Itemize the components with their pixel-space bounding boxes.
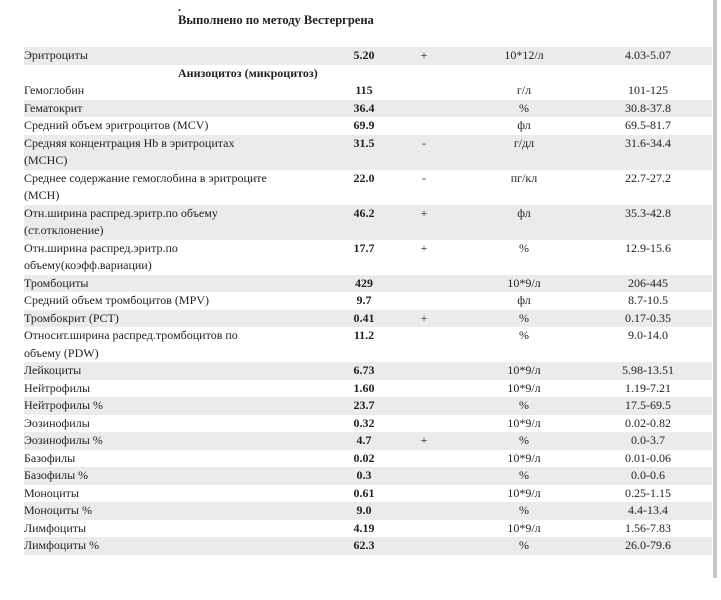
unit-text: 10*9/л [507, 380, 541, 395]
unit [464, 415, 584, 433]
result-value-text: 9.0 [356, 503, 372, 517]
result-value [274, 537, 384, 555]
unit [464, 170, 584, 188]
table-row [24, 47, 712, 65]
unit-text: % [519, 310, 529, 325]
reference-range-text: 0.25-1.15 [625, 485, 671, 500]
test-name-text: Отн.ширина распред.эритр.по объему(коэфф.вариации) [24, 240, 178, 272]
deviation-flag-text: - [422, 170, 426, 185]
unit-text: % [519, 503, 529, 517]
table-row [24, 380, 712, 398]
test-name-text: Эозинофилы [24, 415, 90, 430]
unit [464, 537, 584, 555]
reference-range [584, 485, 712, 503]
table-row [24, 117, 712, 135]
table-row [24, 415, 712, 433]
unit-text: 10*12/л [504, 48, 544, 62]
reference-range [584, 502, 712, 520]
test-name-text: Отн.ширина распред.эритр.по объему (ст.отклонение) [24, 205, 218, 237]
result-value-text: 0.32 [353, 415, 375, 430]
result-value [274, 502, 384, 520]
unit [464, 47, 584, 65]
test-name [24, 47, 274, 65]
result-value-text: 115 [355, 83, 373, 97]
unit-text: % [519, 538, 529, 552]
deviation-flag [384, 310, 464, 328]
test-name [24, 537, 274, 555]
test-name-text: Средняя концентрация Hb в эритроцитах (MCHC) [24, 135, 235, 167]
test-name [24, 117, 274, 135]
result-value-text: 4.19 [353, 520, 375, 535]
test-name [24, 432, 274, 450]
test-name-text: Тромбоциты [24, 275, 89, 290]
reference-range-text: 26.0-79.6 [625, 538, 671, 552]
unit [464, 380, 584, 398]
table-row [24, 397, 712, 415]
table-row [24, 170, 712, 205]
deviation-flag-text: + [420, 310, 428, 325]
result-note: Анизоцитоз (микроцитоз) [178, 65, 318, 80]
unit-text: % [519, 433, 529, 447]
unit [464, 432, 584, 450]
reference-range-text: 206-445 [628, 275, 668, 290]
test-name [24, 205, 274, 240]
table-row [24, 485, 712, 503]
result-value [274, 170, 384, 188]
unit [464, 292, 584, 310]
result-value [274, 380, 384, 398]
deviation-flag-text: + [420, 205, 428, 220]
unit-text: пг/кл [510, 170, 538, 185]
deviation-flag [384, 240, 464, 258]
reference-range [584, 362, 712, 380]
test-name [24, 397, 274, 415]
deviation-flag-text: - [422, 135, 426, 150]
reference-range-text: 30.8-37.8 [625, 100, 671, 115]
unit-text: % [519, 398, 529, 412]
test-name-text: Моноциты [24, 485, 79, 500]
table-row [24, 467, 712, 485]
result-value-text: 0.02 [353, 450, 375, 465]
test-name-text: Нейтрофилы [24, 380, 91, 395]
result-value [274, 310, 384, 328]
reference-range-text: 4.03-5.07 [625, 48, 671, 62]
reference-range [584, 415, 712, 433]
reference-range-text: 1.19-7.21 [625, 380, 671, 395]
result-value-text: 36.4 [353, 100, 375, 115]
unit-text: 10*9/л [507, 485, 541, 500]
unit [464, 100, 584, 118]
table-row [24, 537, 712, 555]
reference-range [584, 135, 712, 153]
test-name [24, 327, 274, 362]
deviation-flag-text: + [420, 48, 428, 62]
test-name [24, 450, 274, 468]
table-row [24, 275, 712, 293]
reference-range-text: 8.7-10.5 [628, 293, 668, 307]
result-value [274, 520, 384, 538]
reference-range [584, 292, 712, 310]
test-name-text: Лимфоциты % [24, 538, 100, 552]
result-value-text: 4.7 [356, 433, 372, 447]
result-value-text: 429 [355, 275, 373, 290]
table-row [24, 450, 712, 468]
reference-range [584, 397, 712, 415]
result-value [274, 397, 384, 415]
result-value [274, 485, 384, 503]
reference-range [584, 432, 712, 450]
unit [464, 275, 584, 293]
result-value [274, 467, 384, 485]
test-name-text: Гематокрит [24, 100, 83, 115]
reference-range-text: 5.98-13.51 [622, 363, 674, 377]
test-name [24, 502, 274, 520]
unit [464, 240, 584, 258]
table-row [24, 82, 712, 100]
test-name [24, 240, 274, 275]
test-name-text: Средний объем эритроцитов (MCV) [24, 118, 209, 132]
deviation-flag [384, 432, 464, 450]
result-value-text: 17.7 [353, 240, 375, 255]
result-value-text: 23.7 [353, 398, 375, 412]
test-name [24, 520, 274, 538]
unit-text: фл [517, 205, 531, 220]
test-name-text: Тромбокрит (PCT) [24, 310, 119, 325]
result-value [274, 135, 384, 153]
unit-text: 10*9/л [507, 450, 541, 465]
result-value [274, 450, 384, 468]
result-value-text: 46.2 [353, 205, 375, 220]
result-value-text: 0.41 [353, 310, 375, 325]
reference-range [584, 205, 712, 223]
test-name-text: Эритроциты [24, 48, 88, 62]
test-name [24, 170, 274, 205]
test-name [24, 135, 274, 170]
reference-range-text: 0.17-0.35 [625, 310, 671, 325]
result-value-text: 0.3 [356, 468, 372, 482]
reference-range [584, 117, 712, 135]
table-row [24, 327, 712, 362]
result-value [274, 100, 384, 118]
reference-range-text: 1.56-7.83 [625, 520, 671, 535]
test-name [24, 380, 274, 398]
result-value-text: 62.3 [353, 538, 375, 552]
reference-range [584, 240, 712, 258]
reference-range-text: 0.0-0.6 [631, 468, 665, 482]
result-value [274, 47, 384, 65]
test-name-text: Моноциты % [24, 503, 92, 517]
method-title: Выполнено по методу Вестергрена [178, 13, 374, 27]
reference-range-text: 35.3-42.8 [625, 205, 671, 220]
reference-range-text: 9.0-14.0 [628, 328, 668, 342]
reference-range-text: 17.5-69.5 [625, 398, 671, 412]
deviation-flag-text: + [420, 433, 428, 447]
reference-range [584, 450, 712, 468]
results-table [24, 47, 712, 555]
test-name [24, 310, 274, 328]
unit [464, 467, 584, 485]
reference-range-text: 101-125 [628, 83, 668, 97]
table-row [24, 502, 712, 520]
test-name [24, 82, 274, 100]
result-value [274, 82, 384, 100]
test-name-text: Гемоглобин [24, 83, 85, 97]
reference-range [584, 47, 712, 65]
result-value [274, 362, 384, 380]
unit-text: 10*9/л [507, 415, 541, 430]
deviation-flag [384, 47, 464, 65]
result-value-text: 9.7 [356, 293, 372, 307]
unit [464, 502, 584, 520]
result-value [274, 240, 384, 258]
reference-range [584, 100, 712, 118]
result-value-text: 6.73 [353, 363, 375, 377]
reference-range [584, 82, 712, 100]
unit [464, 362, 584, 380]
test-name-text: Нейтрофилы % [24, 398, 104, 412]
reference-range-text: 31.6-34.4 [625, 135, 671, 150]
unit [464, 310, 584, 328]
unit-text: г/дл [513, 135, 535, 150]
result-value [274, 292, 384, 310]
deviation-flag [384, 170, 464, 188]
unit-text: г/л [516, 83, 532, 97]
unit [464, 135, 584, 153]
test-name [24, 485, 274, 503]
table-row [24, 432, 712, 450]
unit [464, 82, 584, 100]
reference-range-text: 4.4-13.4 [628, 503, 668, 517]
test-name-text: Базофилы [24, 450, 76, 465]
test-name-text: Эозинофилы % [24, 433, 103, 447]
unit [464, 205, 584, 223]
table-row [24, 240, 712, 275]
result-value-text: 31.5 [353, 135, 375, 150]
result-value-text: 5.20 [353, 48, 375, 62]
unit-text: 10*9/л [507, 275, 541, 290]
test-name [24, 100, 274, 118]
unit [464, 520, 584, 538]
result-value [274, 415, 384, 433]
unit-text: % [519, 240, 529, 255]
reference-range [584, 327, 712, 345]
reference-range [584, 380, 712, 398]
reference-range [584, 170, 712, 188]
unit [464, 397, 584, 415]
table-row [24, 135, 712, 170]
reference-range [584, 520, 712, 538]
unit-text: % [519, 468, 529, 482]
result-value-text: 69.9 [353, 118, 375, 132]
unit [464, 485, 584, 503]
header-dot: . [178, 0, 181, 14]
reference-range-text: 22.7-27.2 [625, 170, 671, 185]
reference-range-text: 12.9-15.6 [625, 240, 671, 255]
table-row [24, 520, 712, 538]
result-value-text: 22.0 [353, 170, 375, 185]
result-value-text: 1.60 [353, 380, 375, 395]
reference-range-text: 0.0-3.7 [631, 433, 665, 447]
result-value [274, 275, 384, 293]
unit-text: фл [517, 293, 531, 307]
result-value [274, 117, 384, 135]
reference-range-text: 0.02-0.82 [625, 415, 671, 430]
test-name-text: Лейкоциты [24, 363, 82, 377]
unit-text: % [519, 100, 529, 115]
result-value [274, 205, 384, 223]
deviation-flag [384, 205, 464, 223]
test-name-text: Среднее содержание гемоглобина в эритроците (MCH) [24, 170, 267, 202]
test-name [24, 362, 274, 380]
test-name-text: Средний объем тромбоцитов (MPV) [24, 293, 209, 307]
result-value [274, 327, 384, 345]
test-name [24, 467, 274, 485]
table-row [24, 205, 712, 240]
unit-text: % [519, 328, 529, 342]
unit-text: фл [517, 118, 531, 132]
deviation-flag-text: + [420, 240, 428, 255]
table-row [24, 310, 712, 328]
unit-text: 10*9/л [507, 520, 541, 535]
test-name [24, 415, 274, 433]
test-name-text: Относит.ширина распред.тромбоцитов по объему (PDW) [24, 328, 238, 360]
result-value-text: 0.61 [353, 485, 375, 500]
test-name [24, 275, 274, 293]
test-name-text: Базофилы % [24, 468, 89, 482]
unit [464, 450, 584, 468]
unit [464, 327, 584, 345]
reference-range [584, 467, 712, 485]
unit [464, 117, 584, 135]
table-row [24, 100, 712, 118]
deviation-flag [384, 135, 464, 153]
scrollbar[interactable] [713, 0, 717, 578]
test-name [24, 292, 274, 310]
reference-range-text: 0.01-0.06 [625, 450, 671, 465]
result-value-text: 11.2 [353, 328, 375, 342]
reference-range [584, 275, 712, 293]
table-row [24, 292, 712, 310]
reference-range [584, 310, 712, 328]
test-name-text: Лимфоциты [24, 520, 87, 535]
reference-range-text: 69.5-81.7 [625, 118, 671, 132]
unit-text: 10*9/л [507, 363, 541, 377]
table-row [24, 362, 712, 380]
reference-range [584, 537, 712, 555]
result-value [274, 432, 384, 450]
